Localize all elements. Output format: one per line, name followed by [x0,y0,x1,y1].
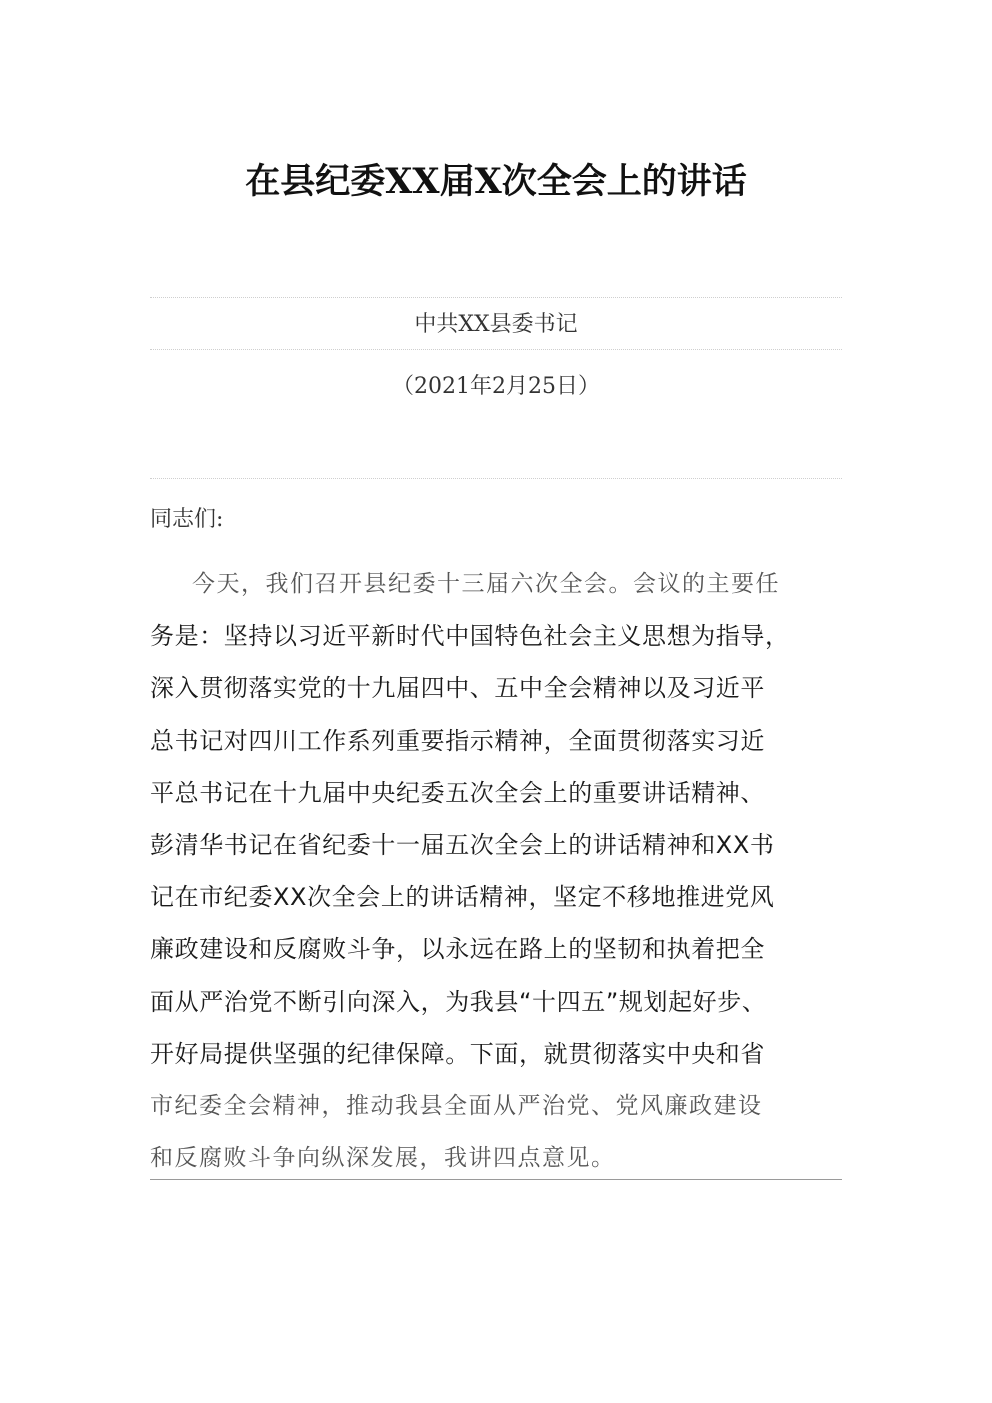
body-line: 廉政建设和反腐败斗争，以永远在路上的坚韧和执着把全 [150,935,765,964]
body-line: 今天，我们召开县纪委十三届六次全会。会议的主要任 [192,571,780,597]
body-line: 面从严治党不断引向深入，为我县“十四五”规划起好步、 [150,987,767,1016]
body-line: 务是：坚持以习近平新时代中国特色社会主义思想为指导， [150,622,790,651]
divider [150,349,842,350]
document-title: 在县纪委XX届X次全会上的讲话 [245,161,747,202]
body-paragraph [150,564,842,1190]
body-line: 开好局提供坚强的纪律保障。下面，就贯彻落实中央和省 [150,1039,765,1068]
bottom-divider [150,1179,842,1180]
body-line: 市纪委全会精神，推动我县全面从严治党、党风廉政建设 [150,1092,763,1119]
speech-date: （2021年2月25日） [392,374,600,399]
salutation: 同志们: [150,507,224,532]
body-line: 记在市纪委XX次全会上的讲话精神，坚定不移地推进党风 [150,883,775,912]
body-line: 彭清华书记在省纪委十一届五次全会上的讲话精神和XX书 [150,830,775,859]
body-line: 总书记对四川工作系列重要指示精神，全面贯彻落实习近 [150,726,765,755]
divider [150,478,842,479]
body-line: 深入贯彻落实党的十九届四中、五中全会精神以及习近平 [150,674,765,703]
author-byline: 中共XX县委书记 [414,312,578,337]
body-line: 平总书记在十九届中央纪委五次全会上的重要讲话精神、 [150,778,765,807]
divider [150,297,842,298]
body-line: 和反腐败斗争向纵深发展，我讲四点意见。 [150,1145,616,1172]
